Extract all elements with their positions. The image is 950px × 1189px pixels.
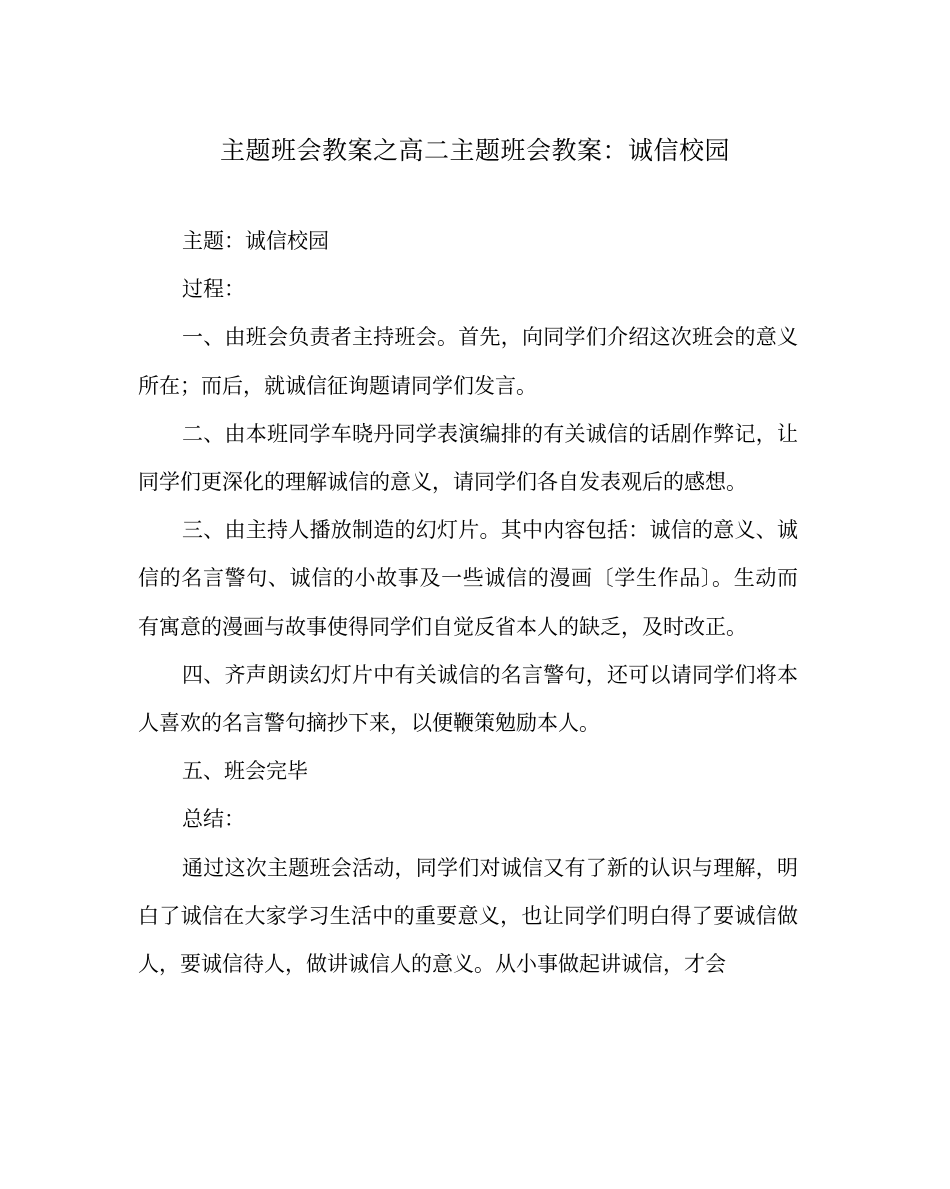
paragraph-step-1: 一、由班会负责者主持班会。首先，向同学们介绍这次班会的意义所在；而后，就诚信征询题请同学们发言。 [138,325,798,398]
paragraph-step-4: 四、齐声朗读幻灯片中有关诚信的名言警句，还可以请同学们将本人喜欢的名言警句摘抄下来，以便鞭策勉励本人。 [138,662,798,736]
paragraph-step-5: 五、班会完毕 [182,759,308,784]
document-body [138,217,798,988]
document-title: 主题班会教案之高二主题班会教案：诚信校园 [219,136,730,165]
paragraph-summary-heading: 总结： [182,807,245,832]
paragraph-step-2: 二、由本班同学车晓丹同学表演编排的有关诚信的话剧作弊记，让同学们更深化的理解诚信的意义，请同学们各自发表观后的感想。 [138,421,798,495]
paragraph-step-3: 三、由主持人播放制造的幻灯片。其中内容包括：诚信的意义、诚信的名言警句、诚信的小故事及一些诚信的漫画〔学生作品〕。生动而有寓意的漫画与故事使得同学们自觉反省本人的缺乏，及时改正。 [138,518,798,639]
paragraph-topic: 主题：诚信校园 [182,229,329,253]
paragraph-summary: 通过这次主题班会活动，同学们对诚信又有了新的认识与理解，明白了诚信在大家学习生活中的重要意义，也让同学们明白得了要诚信做人，要诚信待人，做讲诚信人的意义。从小事做起讲诚信，才会 [138,855,798,977]
paragraph-process-heading: 过程： [182,277,245,302]
